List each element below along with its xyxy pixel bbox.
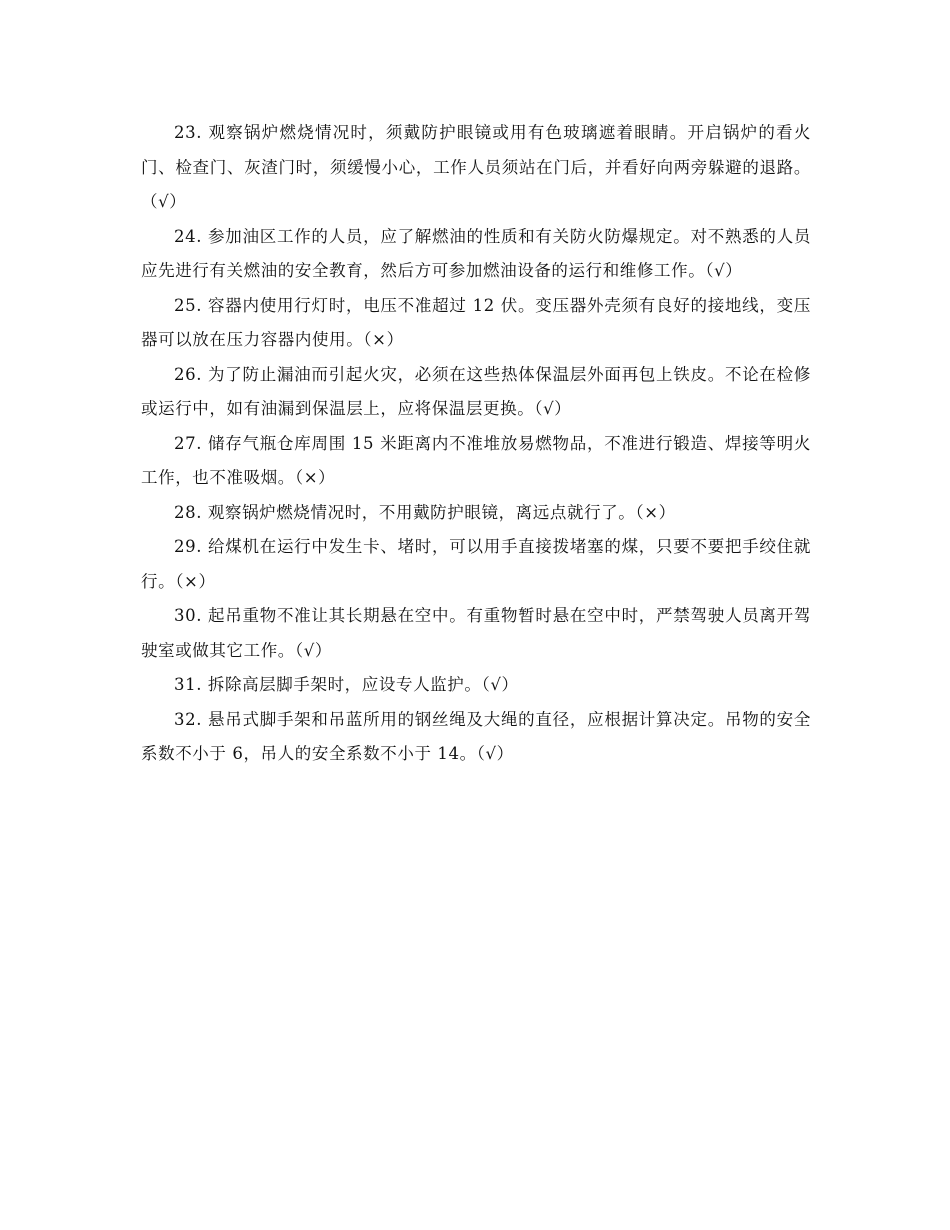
question-item-25: 25. 容器内使用行灯时，电压不准超过 12 伏。变压器外壳须有良好的接地线，变压器可以放在压力容器内使用。（×） xyxy=(141,295,811,349)
question-list xyxy=(141,116,811,772)
question-item-23: 23. 观察锅炉燃烧情况时，须戴防护眼镜或用有色玻璃遮着眼睛。开启锅炉的看火门、检查门、灰渣门时，须缓慢小心，工作人员须站在门后，并看好向两旁躲避的退路。（√） xyxy=(141,123,811,211)
question-item-30: 30. 起吊重物不准让其长期悬在空中。有重物暂时悬在空中时，严禁驾驶人员离开驾驶室或做其它工作。（√） xyxy=(141,606,811,660)
question-item-32: 32. 悬吊式脚手架和吊蓝所用的钢丝绳及大绳的直径，应根据计算决定。吊物的安全系数不小于 6，吊人的安全系数不小于 14。（√） xyxy=(141,709,811,763)
question-item-31: 31. 拆除高层脚手架时，应设专人监护。（√） xyxy=(174,675,519,694)
question-item-27: 27. 储存气瓶仓库周围 15 米距离内不准堆放易燃物品，不准进行锻造、焊接等明火工作，也不准吸烟。（×） xyxy=(141,433,811,487)
question-item-28: 28. 观察锅炉燃烧情况时，不用戴防护眼镜，离远点就行了。（×） xyxy=(174,502,676,522)
question-item-26: 26. 为了防止漏油而引起火灾，必须在这些热体保温层外面再包上铁皮。不论在检修或运行中，如有油漏到保温层上，应将保温层更换。（√） xyxy=(141,364,811,418)
question-item-29: 29. 给煤机在运行中发生卡、堵时，可以用手直接拨堵塞的煤，只要不要把手绞住就行。（×） xyxy=(141,537,811,591)
question-item-24: 24. 参加油区工作的人员，应了解燃油的性质和有关防火防爆规定。对不熟悉的人员应先进行有关燃油的安全教育，然后方可参加燃油设备的运行和维修工作。（√） xyxy=(141,226,811,280)
